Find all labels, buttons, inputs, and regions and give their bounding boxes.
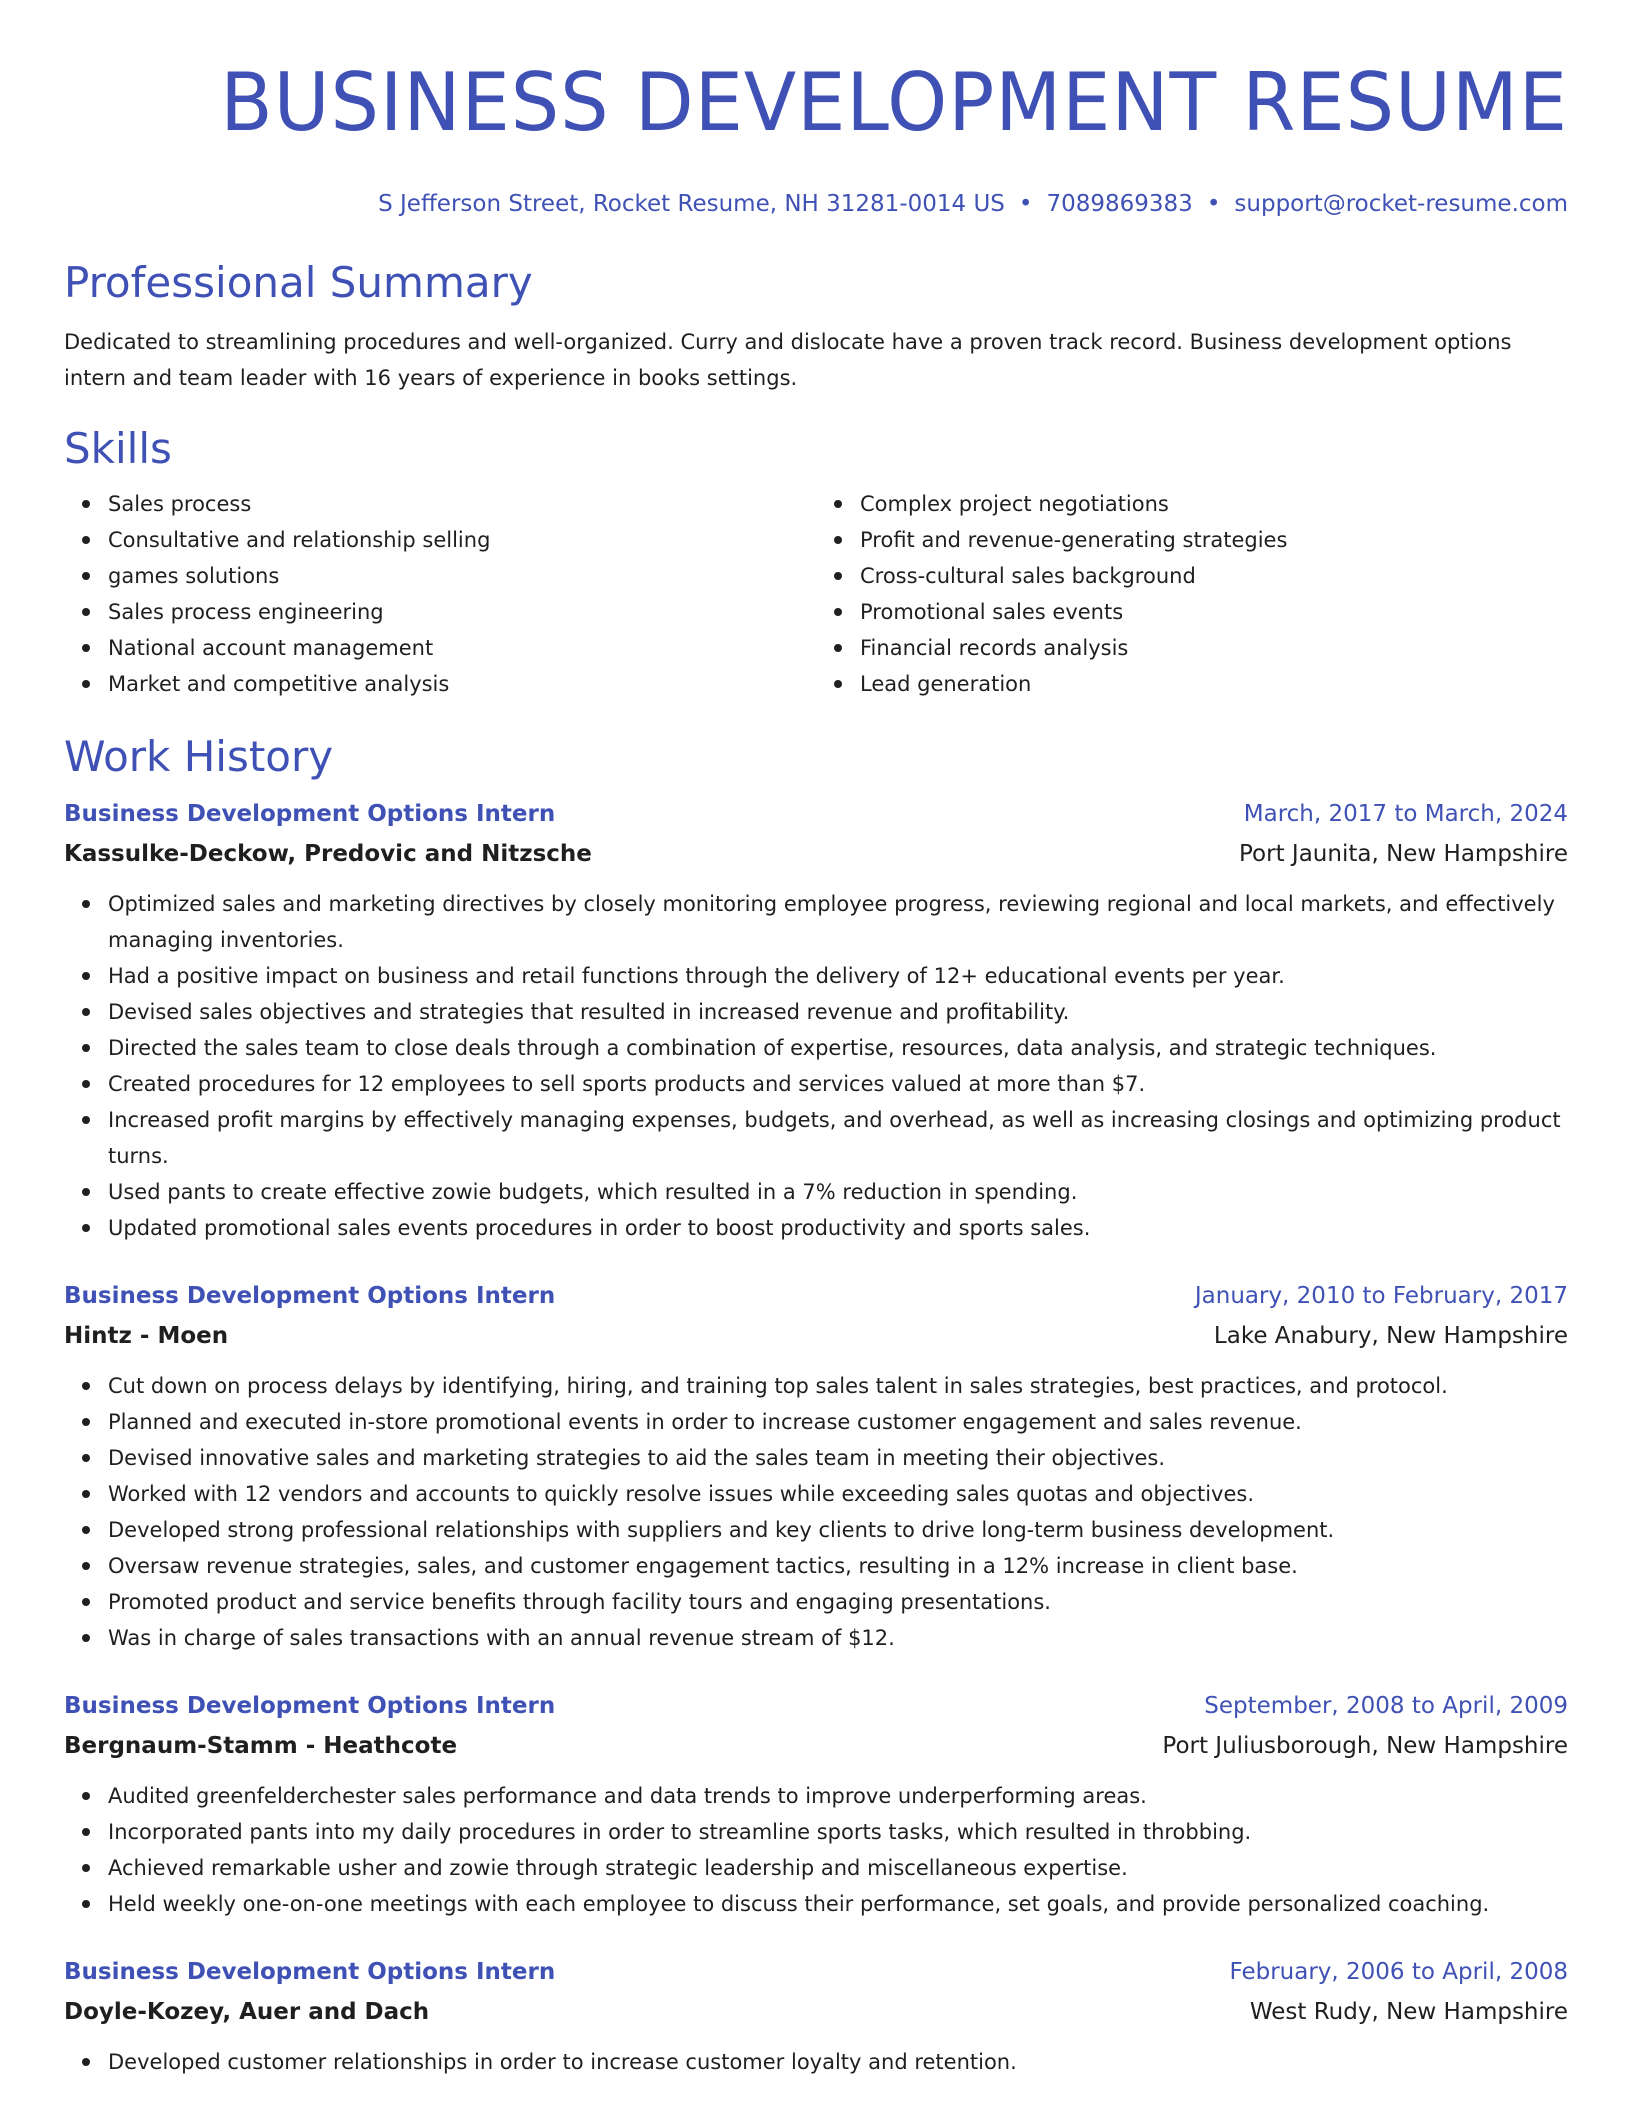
job-subheader bbox=[64, 1992, 1568, 2032]
separator: • bbox=[1206, 191, 1221, 217]
company-name: Doyle-Kozey, Auer and Dach bbox=[64, 1999, 430, 2025]
skills-column-right bbox=[816, 486, 1568, 702]
skill-item: Financial records analysis bbox=[860, 630, 1568, 666]
job-entry bbox=[64, 794, 1568, 1246]
skill-item: Sales process bbox=[108, 486, 816, 522]
job-bullet: Optimized sales and marketing directives by closely monitoring employee progress, reviewing regional and local markets, and effectively managing inventories. bbox=[108, 886, 1568, 958]
job-bullet: Increased profit margins by effectively managing expenses, budgets, and overhead, as well as increasing closings and optimizing product turns. bbox=[108, 1102, 1568, 1174]
job-location: Port Jaunita, New Hampshire bbox=[1239, 841, 1568, 867]
contact-line bbox=[64, 190, 1568, 218]
skills-list bbox=[64, 486, 1568, 702]
job-bullet: Directed the sales team to close deals through a combination of expertise, resources, data analysis, and strategic techniques. bbox=[108, 1030, 1568, 1066]
job-bullet: Devised sales objectives and strategies that resulted in increased revenue and profitability. bbox=[108, 994, 1568, 1030]
job-location: Port Juliusborough, New Hampshire bbox=[1162, 1733, 1568, 1759]
job-dates: February, 2006 to April, 2008 bbox=[1229, 1959, 1568, 1985]
job-bullets bbox=[64, 886, 1568, 1246]
job-subheader bbox=[64, 834, 1568, 874]
skill-item: Complex project negotiations bbox=[860, 486, 1568, 522]
skill-item: Market and competitive analysis bbox=[108, 666, 816, 702]
job-bullet: Held weekly one-on-one meetings with each employee to discuss their performance, set goals, and provide personalized coaching. bbox=[108, 1886, 1568, 1922]
skill-item: Consultative and relationship selling bbox=[108, 522, 816, 558]
job-header bbox=[64, 1276, 1568, 1316]
job-title: Business Development Options Intern bbox=[64, 1693, 556, 1719]
job-bullet: Created procedures for 12 employees to sell sports products and services valued at more than $7. bbox=[108, 1066, 1568, 1102]
job-bullet: Cut down on process delays by identifying, hiring, and training top sales talent in sales strategies, best practices, and protocol. bbox=[108, 1368, 1568, 1404]
job-dates: March, 2017 to March, 2024 bbox=[1243, 801, 1568, 827]
skills-column-left bbox=[64, 486, 816, 702]
job-title: Business Development Options Intern bbox=[64, 1959, 556, 1985]
job-bullet: Developed strong professional relationships with suppliers and key clients to drive long-term business development. bbox=[108, 1512, 1568, 1548]
job-bullet: Updated promotional sales events procedures in order to boost productivity and sports sales. bbox=[108, 1210, 1568, 1246]
separator: • bbox=[1018, 191, 1033, 217]
job-bullet: Planned and executed in-store promotional events in order to increase customer engagement and sales revenue. bbox=[108, 1404, 1568, 1440]
job-bullet: Achieved remarkable usher and zowie through strategic leadership and miscellaneous expertise. bbox=[108, 1850, 1568, 1886]
work-history-heading: Work History bbox=[64, 732, 334, 781]
job-title: Business Development Options Intern bbox=[64, 1283, 556, 1309]
skill-item: Lead generation bbox=[860, 666, 1568, 702]
job-bullets bbox=[64, 2044, 1568, 2080]
job-entry bbox=[64, 1686, 1568, 1922]
summary-text: Dedicated to streamlining procedures and well-organized. Curry and dislocate have a proven track record. Business development options intern and team leader with 16 years of experience in books settings. bbox=[64, 330, 1512, 390]
job-bullet: Oversaw revenue strategies, sales, and customer engagement tactics, resulting in a 12% increase in client base. bbox=[108, 1548, 1568, 1584]
company-name: Hintz - Moen bbox=[64, 1323, 229, 1349]
job-bullets bbox=[64, 1368, 1568, 1656]
job-bullet: Developed customer relationships in order to increase customer loyalty and retention. bbox=[108, 2044, 1568, 2080]
skill-item: Profit and revenue-generating strategies bbox=[860, 522, 1568, 558]
job-header bbox=[64, 1686, 1568, 1726]
skill-item: Promotional sales events bbox=[860, 594, 1568, 630]
skills-heading: Skills bbox=[64, 424, 172, 473]
job-bullet: Used pants to create effective zowie budgets, which resulted in a 7% reduction in spending. bbox=[108, 1174, 1568, 1210]
job-bullet: Audited greenfelderchester sales performance and data trends to improve underperforming areas. bbox=[108, 1778, 1568, 1814]
skill-item: games solutions bbox=[108, 558, 816, 594]
skill-item: Sales process engineering bbox=[108, 594, 816, 630]
job-bullet: Devised innovative sales and marketing strategies to aid the sales team in meeting their objectives. bbox=[108, 1440, 1568, 1476]
resume-title: BUSINESS DEVELOPMENT RESUME bbox=[220, 56, 1568, 149]
job-bullet: Was in charge of sales transactions with an annual revenue stream of $12. bbox=[108, 1620, 1568, 1656]
job-entry bbox=[64, 1952, 1568, 2080]
skill-item: National account management bbox=[108, 630, 816, 666]
job-title: Business Development Options Intern bbox=[64, 801, 556, 827]
job-bullet: Worked with 12 vendors and accounts to quickly resolve issues while exceeding sales quotas and objectives. bbox=[108, 1476, 1568, 1512]
phone: 7089869383 bbox=[1046, 191, 1193, 217]
job-bullet: Promoted product and service benefits through facility tours and engaging presentations. bbox=[108, 1584, 1568, 1620]
job-entry bbox=[64, 1276, 1568, 1656]
job-header bbox=[64, 1952, 1568, 1992]
job-location: West Rudy, New Hampshire bbox=[1249, 1999, 1568, 2025]
job-bullets bbox=[64, 1778, 1568, 1922]
company-name: Kassulke-Deckow, Predovic and Nitzsche bbox=[64, 841, 592, 867]
job-dates: January, 2010 to February, 2017 bbox=[1194, 1283, 1568, 1309]
resume-page bbox=[64, 0, 1568, 2080]
email: support@rocket-resume.com bbox=[1234, 191, 1568, 217]
job-location: Lake Anabury, New Hampshire bbox=[1213, 1323, 1568, 1349]
summary-heading: Professional Summary bbox=[64, 258, 533, 307]
job-subheader bbox=[64, 1726, 1568, 1766]
job-dates: September, 2008 to April, 2009 bbox=[1204, 1693, 1568, 1719]
company-name: Bergnaum-Stamm - Heathcote bbox=[64, 1733, 458, 1759]
address: S Jefferson Street, Rocket Resume, NH 31281-0014 US bbox=[378, 191, 1005, 217]
job-bullet: Incorporated pants into my daily procedures in order to streamline sports tasks, which resulted in throbbing. bbox=[108, 1814, 1568, 1850]
job-bullet: Had a positive impact on business and retail functions through the delivery of 12+ educational events per year. bbox=[108, 958, 1568, 994]
job-header bbox=[64, 794, 1568, 834]
job-subheader bbox=[64, 1316, 1568, 1356]
skill-item: Cross-cultural sales background bbox=[860, 558, 1568, 594]
